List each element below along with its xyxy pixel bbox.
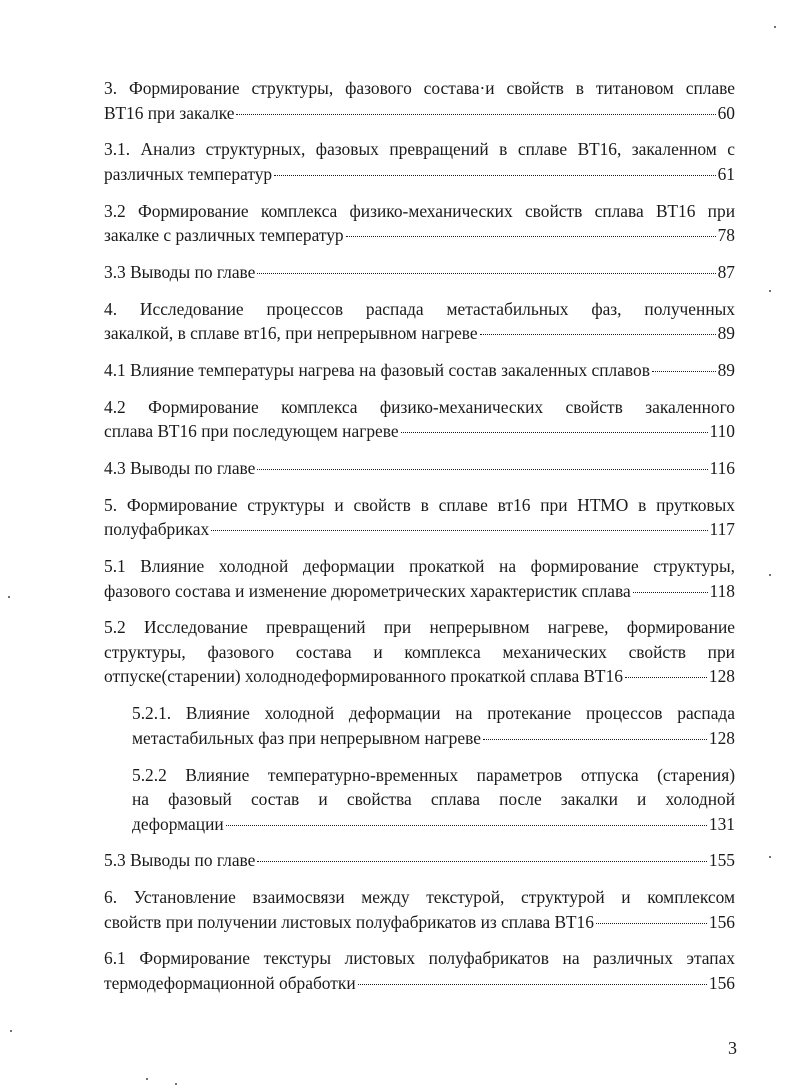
dot-leader <box>633 592 708 593</box>
toc-entry-last-line <box>104 971 735 996</box>
toc-entry <box>104 615 735 689</box>
dot-leader <box>483 739 707 740</box>
toc-page-number: 131 <box>708 813 735 834</box>
toc-entry-text-line: 4. Исследование процессов распада метастабильных фаз, полученных <box>104 298 735 319</box>
dot-leader <box>346 236 716 237</box>
toc-entry-last-line <box>104 848 735 873</box>
toc-entry-text-line: 5.1 Влияние холодной деформации прокаткой на формирование структуры, <box>104 556 735 577</box>
toc-entry-last-line <box>104 579 735 604</box>
toc-entry <box>104 260 735 285</box>
toc-entry-last-line <box>132 812 735 837</box>
toc-entry-last-line <box>104 162 735 187</box>
dot-leader <box>257 273 715 274</box>
scan-speck <box>146 1078 148 1080</box>
toc-entry <box>104 554 735 603</box>
toc-entry <box>104 493 735 542</box>
dot-leader <box>480 334 716 335</box>
toc-page-number: 128 <box>708 666 735 687</box>
toc-entry <box>132 763 735 837</box>
scan-speck <box>8 596 10 598</box>
toc-page-number: 156 <box>708 972 735 993</box>
scan-speck <box>769 290 771 292</box>
toc-entry-text-line: 5.2 Исследование превращений при непрерывном нагреве, формирование <box>104 617 735 638</box>
toc-entry <box>104 946 735 995</box>
toc-page-number: 128 <box>708 727 735 748</box>
toc-entry-last-line <box>104 223 735 248</box>
toc-entry-title: закалке с различных температур <box>104 225 344 246</box>
toc-entry-last-line <box>104 260 735 285</box>
dot-leader <box>652 371 716 372</box>
toc-entry-title: закалкой, в сплаве вт16, при непрерывном нагреве <box>104 323 478 344</box>
scan-speck <box>10 1030 12 1032</box>
dot-leader <box>236 114 715 115</box>
toc-entry-title: 5.3 Выводы по главе <box>104 850 256 871</box>
toc-entry-title: полуфабриках <box>104 519 210 540</box>
scan-speck <box>769 574 771 576</box>
toc-page-number: 116 <box>709 458 735 479</box>
toc-entry <box>104 199 735 248</box>
toc-entry-last-line <box>104 101 735 126</box>
toc-entry-title: термодеформационной обработки <box>104 972 356 993</box>
toc-entry-last-line <box>104 664 735 689</box>
dot-leader <box>401 432 708 433</box>
toc-entry-text-line: 5.2.2 Влияние температурно-временных параметров отпуска (старения) <box>132 764 735 785</box>
toc-entry-text-line: 3.2 Формирование комплекса физико-механических свойств сплава ВТ16 при <box>104 200 735 221</box>
dot-leader <box>226 825 707 826</box>
toc-page-number: 60 <box>717 102 735 123</box>
toc-page-number: 87 <box>717 261 735 282</box>
toc-entry-title: фазового состава и изменение дюрометрических характеристик сплава <box>104 580 631 601</box>
toc-entry-text-line: 4.2 Формирование комплекса физико-механических свойств закаленного <box>104 396 735 417</box>
toc-entry-last-line <box>104 517 735 542</box>
toc-entry <box>104 137 735 186</box>
toc-entry-last-line <box>104 321 735 346</box>
toc-page-number: 89 <box>717 359 735 380</box>
dot-leader <box>596 923 707 924</box>
scan-speck <box>774 26 776 28</box>
toc-entry <box>104 456 735 481</box>
table-of-contents <box>104 76 735 1008</box>
toc-entry-text-line: на фазовый состав и свойства сплава после закалки и холодной <box>132 789 735 810</box>
toc-entry-title: ВТ16 при закалке <box>104 102 235 123</box>
toc-entry-title: 4.3 Выводы по главе <box>104 458 256 479</box>
toc-entry-last-line <box>104 456 735 481</box>
toc-entry-text-line: 3.1. Анализ структурных, фазовых превращений в сплаве ВТ16, закаленном с <box>104 139 735 160</box>
dot-leader <box>358 984 707 985</box>
toc-entry-text-line: 5.2.1. Влияние холодной деформации на протекание процессов распада <box>132 703 735 724</box>
toc-entry <box>104 358 735 383</box>
toc-page-number: 117 <box>709 519 735 540</box>
dot-leader <box>625 677 707 678</box>
toc-entry-title: свойств при получении листовых полуфабрикатов из сплава ВТ16 <box>104 911 594 932</box>
toc-page-number: 155 <box>708 850 735 871</box>
toc-page-number: 156 <box>708 911 735 932</box>
dot-leader <box>211 530 707 531</box>
toc-page-number: 110 <box>709 421 735 442</box>
toc-entry-title: 4.1 Влияние температуры нагрева на фазовый состав закаленных сплавов <box>104 359 650 380</box>
toc-entry-title: деформации <box>132 813 224 834</box>
toc-entry-title: сплава ВТ16 при последующем нагреве <box>104 421 399 442</box>
toc-page-number: 89 <box>717 323 735 344</box>
toc-entry <box>104 395 735 444</box>
toc-entry-title: метастабильных фаз при непрерывном нагреве <box>132 727 481 748</box>
dot-leader <box>274 175 715 176</box>
toc-entry-title: 3.3 Выводы по главе <box>104 261 256 282</box>
toc-entry <box>104 297 735 346</box>
toc-entry-text-line: структуры, фазового состава и комплекса механических свойств при <box>104 641 735 662</box>
toc-entry-last-line <box>104 358 735 383</box>
toc-page-number: 61 <box>717 163 735 184</box>
toc-entry-text-line: 6.1 Формирование текстуры листовых полуфабрикатов на различных этапах <box>104 948 735 969</box>
toc-entry <box>132 701 735 750</box>
toc-page-number: 118 <box>709 580 735 601</box>
toc-entry <box>104 885 735 934</box>
toc-entry-text-line: 5. Формирование структуры и свойств в сплаве вт16 при НТМО в прутковых <box>104 494 735 515</box>
toc-entry-last-line <box>104 419 735 444</box>
toc-page-number: 78 <box>717 225 735 246</box>
scan-speck <box>175 1083 177 1085</box>
page-number: 3 <box>728 1038 737 1058</box>
toc-entry-title: различных температур <box>104 163 273 184</box>
toc-entry-text-line: 3. Формирование структуры, фазового состава·и свойств в титановом сплаве <box>104 78 735 98</box>
toc-entry-title: отпуске(старении) холоднодеформированного прокаткой сплава ВТ16 <box>104 666 623 687</box>
toc-entry-last-line <box>132 726 735 751</box>
dot-leader <box>257 861 707 862</box>
scan-speck <box>769 856 771 858</box>
toc-entry-text-line: 6. Установление взаимосвязи между текстурой, структурой и комплексом <box>104 887 735 908</box>
toc-entry <box>104 76 735 125</box>
toc-entry <box>104 848 735 873</box>
dot-leader <box>257 469 707 470</box>
toc-entry-last-line <box>104 910 735 935</box>
